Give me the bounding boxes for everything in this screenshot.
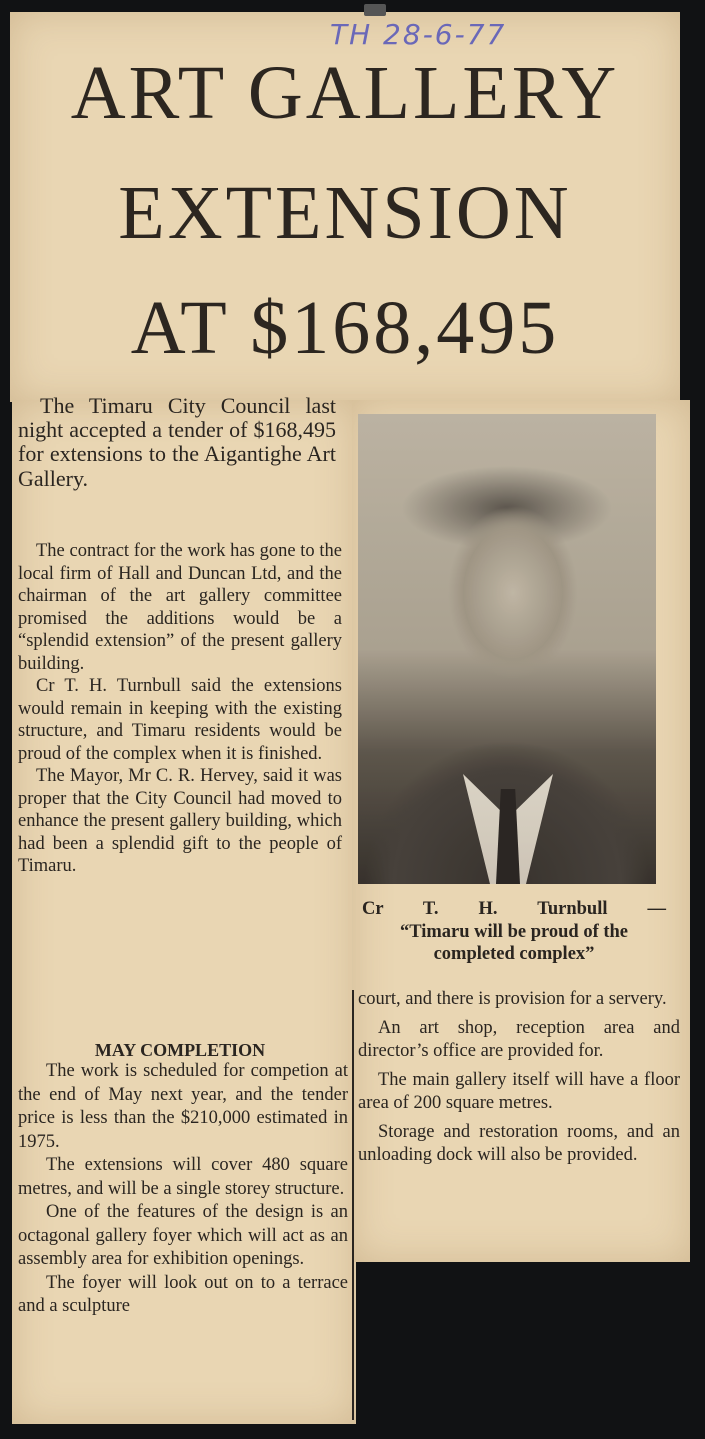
caption-quote: “Timaru will be proud of the completed complex”: [399, 921, 629, 964]
paragraph-turnbull: Cr T. H. Turnbull said the extensions would remain in keeping with the existing structure, and Timaru residents would be proud of the complex when it is finished.: [18, 676, 342, 764]
paragraph-terrace: The foyer will look out on to a terrace and a sculpture: [18, 1272, 348, 1316]
paragraph-storage: Storage and restoration rooms, and an unloading dock will also be provided.: [358, 1122, 680, 1165]
paragraph-mayor: The Mayor, Mr C. R. Hervey, said it was proper that the City Council had moved to enhance the present gallery building, which had been a splendid gift to the people of Timaru.: [18, 766, 342, 876]
left-column-body: [18, 540, 342, 878]
headline-line-3: AT $168,495: [130, 286, 560, 370]
column-divider: [352, 990, 354, 1420]
paragraph-main-gallery: The main gallery itself will have a floor area of 200 square metres.: [358, 1070, 680, 1113]
headline-line-2: EXTENSION: [118, 171, 572, 255]
lead-paragraph: [18, 394, 336, 491]
right-column-body: [358, 988, 680, 1167]
handwritten-date: TH 28-6-77: [330, 18, 507, 51]
lead-text: The Timaru City Council last night accepted a tender of $168,495 for extensions to the Aigantighe Art Gallery.: [18, 393, 336, 491]
left-column-body-2: [18, 1060, 348, 1319]
subheading: MAY COMPLETION: [94, 1040, 266, 1060]
caption-name: Cr T. H. Turnbull —: [362, 899, 666, 919]
paragraph-foyer: One of the features of the design is an octagonal gallery foyer which will act as an assembly area for exhibition openings.: [18, 1202, 348, 1269]
headline-line-1: ART GALLERY: [70, 51, 620, 135]
photo-caption: [362, 898, 666, 966]
paragraph-contract: The contract for the work has gone to the local firm of Hall and Duncan Ltd, and the chairman of the art gallery committee promised the additions would be a “splendid extension” of the present gallery building.: [18, 541, 342, 674]
paragraph-court: court, and there is provision for a servery.: [358, 989, 667, 1009]
paragraph-schedule: The work is scheduled for competion at the end of May next year, and the tender price is less than the $210,000 estimated in 1975.: [18, 1061, 348, 1152]
portrait-photo: [358, 414, 656, 884]
staple-icon: [364, 4, 386, 16]
paragraph-art-shop: An art shop, reception area and director’s office are provided for.: [358, 1018, 680, 1061]
paragraph-area: The extensions will cover 480 square metres, and will be a single storey structure.: [18, 1155, 348, 1199]
